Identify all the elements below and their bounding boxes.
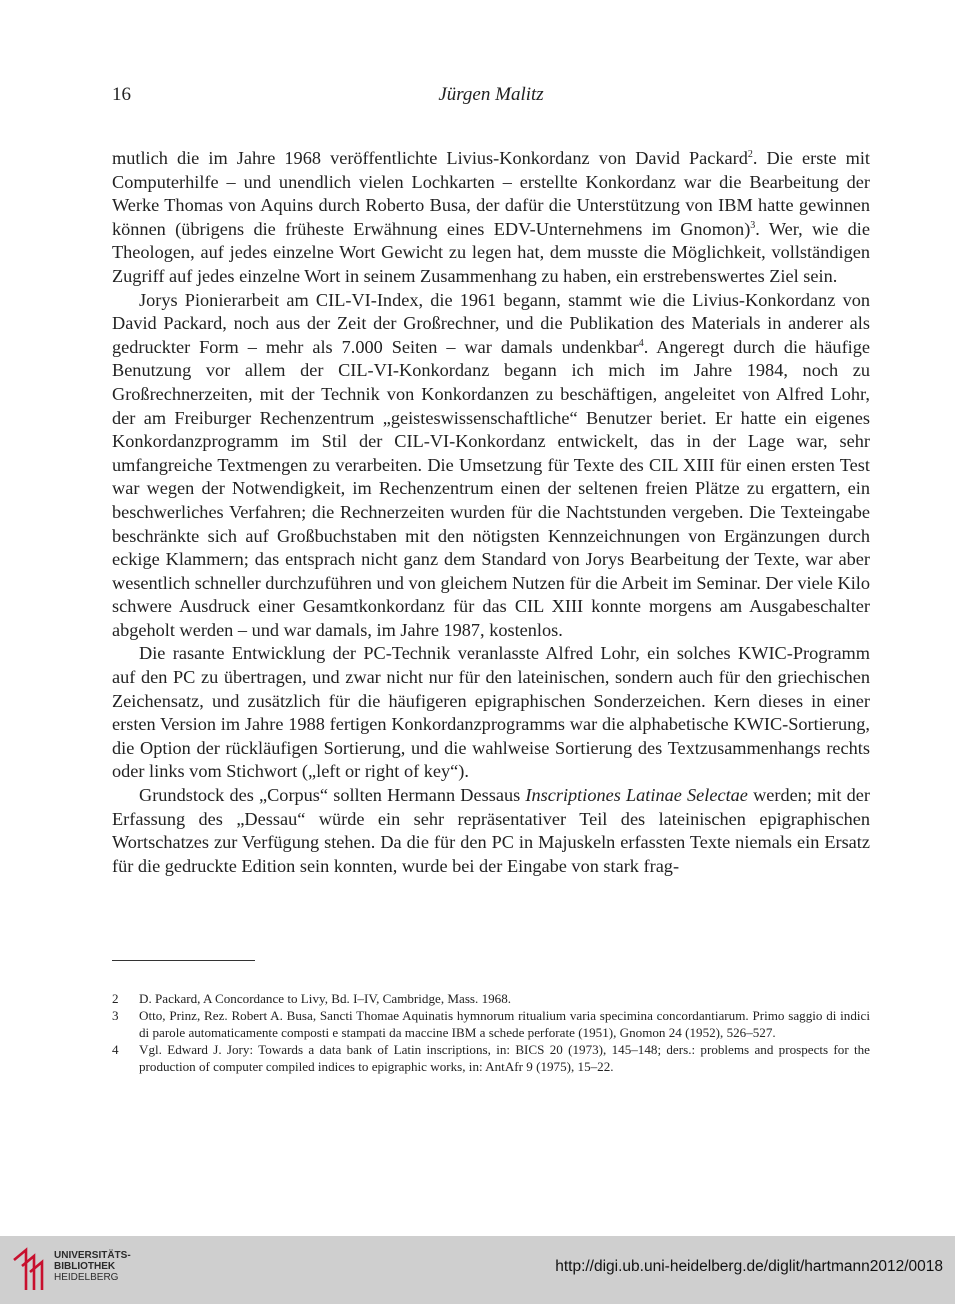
paragraph-2-text-b: . Angeregt durch die häufige Benutzung vor allem der CIL-VI-Konkordanz begann ich mich im Jahre 1984, noch zu Großrechnerzeiten, mit der Technik von Konkordanzen zu beschäftigen, angeleitet von Alfred Lohr, der am Freiburger Rechenzentrum „geisteswissenschaftliche“ Benutzer beriet. Er hatte ein eigenes Konkordanzprogramm im Stil der CIL-VI-Konkordanz entwickelt, das in der Lage war, sehr umfangreiche Textmengen zu verarbeiten. Die Umsetzung für Texte des CIL XIII für einen ersten Test war wegen der Notwendigkeit, im Rechenzentrum einen der seltenen freien Plätze zu ergattern, ein beschwerliches Verfahren; die Rechnerzeiten wurden für die Nachtstunden vergeben. Die Texteingabe beschränkte sich auf Großbuchstaben mit den nötigsten Kennzeichnungen von Ergänzungen durch eckige Klammern; das entsprach nicht ganz dem Standard von Jorys Bearbeitung der Texte, war aber wesentlich schneller durchzuführen und von gleichem Nutzen für die Arbeit im Seminar. Der viele Kilo schwere Ausdruck einer Gesamtkonkordanz für das CIL XIII konnte morgens am Ausgabeschalter abgeholt werden – und war damals, im Jahre 1987, kostenlos. [112, 336, 870, 640]
footnote-text: D. Packard, A Concordance to Livy, Bd. I–IV, Cambridge, Mass. 1968. [139, 991, 512, 1006]
footnote-text: Vgl. Edward J. Jory: Towards a data bank of Latin inscriptions, in: BICS 20 (1973), 145–148; ders.: problems and prospects for the production of computer compiled indices to epigraphic works, in: AntAfr 9 (1975), 15–22. [139, 1042, 870, 1074]
paragraph-1-text-c: . Wer, wie die Theologen, auf jedes einzelne Wort Gewicht zu legen hat, dem musste die Möglichkeit, vollständigen Zugriff auf jedes einzelne Wort in seinem Zusammenhang zu haben, ein erstrebenswertes Ziel sein. [112, 218, 871, 286]
paragraph-4-text-b: werden; mit der Erfassung des „Dessau“ würde ein sehr repräsentativer Teil des lateinischen epigraphischen Wortschatzes zur Verfügung stehen. Da die für den PC in Majuskeln erfassten Texte niemals ein Ersatz für die gedruckte Edition sein konnten, wurde bei der Eingabe von stark frag- [112, 785, 871, 876]
paragraph-1-text-a: mutlich die im Jahre 1968 veröffentlichte Livius-Konkordanz von David Packard [112, 148, 748, 168]
footnotes [112, 990, 870, 1075]
paragraph-2-text-a: Jorys Pionierarbeit am CIL-VI-Index, die 1961 begann, stammt wie die Livius-Konkordanz von David Packard, noch aus der Zeit der Großrechner, und die Publikation des Materials in anderer als gedruckter Form – mehr als 7.000 Seiten – war damals undenkbar [112, 289, 870, 357]
running-head: Jürgen Malitz [438, 84, 544, 105]
page-number: 16 [112, 84, 131, 105]
paragraph-3 [112, 642, 870, 784]
library-logo-icon [10, 1246, 50, 1294]
footnote-number: 3 [112, 1008, 119, 1023]
paragraph-4 [112, 784, 870, 878]
logo-line-1: UNIVERSITÄTS- [54, 1250, 131, 1261]
footnote-number: 4 [112, 1042, 119, 1057]
footnote-3 [112, 1007, 870, 1041]
logo-line-3: HEIDELBERG [54, 1272, 119, 1283]
footnote-ref-4[interactable]: 4 [638, 337, 644, 349]
footnote-2 [112, 990, 870, 1007]
paragraph-1-text-b: . Die erste mit Computerhilfe – und unendlich vielen Lochkarten – erstellte Konkordanz war die Bearbeitung der Werke Thomas von Aquins durch Roberto Busa, der dafür die Unterstützung von IBM hatte gewinnen können (übrigens die früheste Erwähnung eines EDV-Unternehmens im Gnomon) [112, 148, 870, 239]
footnote-number: 2 [112, 991, 119, 1006]
footnote-text: Otto, Prinz, Rez. Robert A. Busa, Sancti Thomae Aquinatis hymnorum ritualium varia specimina concordantiarum. Primo saggio di indici di parole automaticamente composti e stampati da maccine IBM a schede perforate (1951), Gnomon 24 (1952), 526–527. [139, 1008, 870, 1040]
logo-line-2: BIBLIOTHEK [54, 1261, 116, 1272]
page-header [112, 84, 870, 112]
footnote-4 [112, 1041, 870, 1075]
footnote-ref-2[interactable]: 2 [747, 148, 753, 160]
paragraph-1 [112, 147, 870, 289]
body-text [112, 147, 870, 878]
paragraph-3-text: Die rasante Entwicklung der PC-Technik veranlasste Alfred Lohr, ein solches KWIC-Programm auf den PC zu übertragen, und zwar nicht nur für den lateinischen, sondern auch für den griechischen Zeichensatz, und zusätzlich für die häufigeren epigraphischen Sonderzeichen. Kern dieses in einer ersten Version im Jahre 1988 fertigen Konkordanzprogramms war die alphabetische KWIC-Sortierung, die Option der rückläufigen Sortierung, und die wahlweise Sortierung des Textzusammenhangs rechts oder links vom Stichwort („left or right of key“). [112, 643, 870, 782]
footnote-ref-3[interactable]: 3 [750, 219, 756, 231]
paragraph-2 [112, 289, 870, 643]
book-title-italic: Inscriptiones Latinae Selectae [525, 785, 748, 806]
footnote-divider [112, 960, 255, 961]
paragraph-4-text-a: Grundstock des „Corpus“ sollten Hermann Dessaus [139, 785, 526, 806]
source-url-link[interactable]: http://digi.ub.uni-heidelberg.de/diglit/hartmann2012/0018 [555, 1258, 943, 1275]
library-logo-text [54, 1250, 131, 1283]
footer-bar [0, 1236, 955, 1304]
